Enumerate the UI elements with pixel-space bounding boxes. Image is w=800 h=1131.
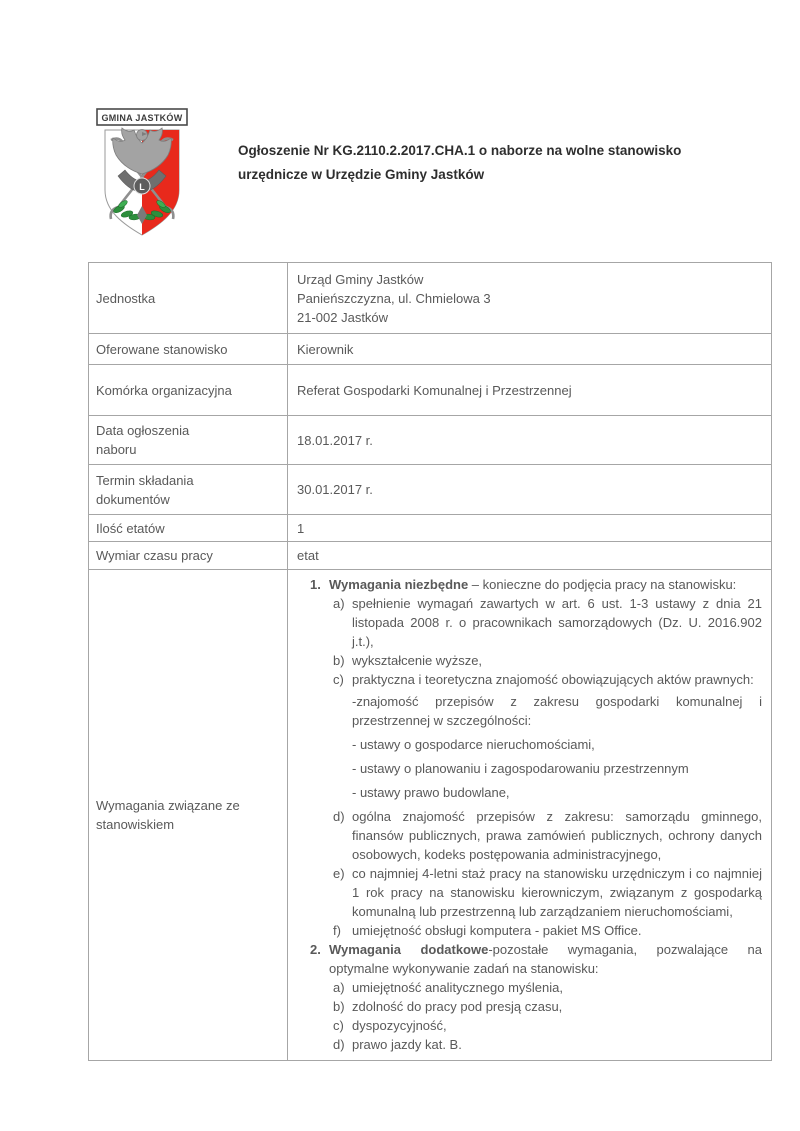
- row-label-wymiar: Wymiar czasu pracy: [89, 542, 288, 570]
- section2-number: 2.: [310, 942, 321, 957]
- row-label-jednostka: Jednostka: [89, 263, 288, 334]
- row-value-komorka: Referat Gospodarki Komunalnej i Przestrzennej: [288, 365, 772, 416]
- req1-item-b: [296, 651, 762, 670]
- req1-e-marker: e): [333, 866, 345, 881]
- req1-c-sub1: -znajomość przepisów z zakresu gospodarki komunalnej i przestrzennej w szczególności:: [352, 694, 762, 728]
- req1-b-marker: b): [333, 653, 345, 668]
- req2-d-marker: d): [333, 1037, 345, 1052]
- row-value-wymagania: [288, 570, 772, 1061]
- req1-item-a: [296, 594, 762, 651]
- jednostka-line1: Urząd Gminy Jastków: [297, 271, 424, 287]
- crest-graphic: [92, 108, 192, 240]
- row-label-etaty: Ilość etatów: [89, 515, 288, 542]
- req1-c-sub4: - ustawy prawo budowlane,: [352, 785, 510, 800]
- req1-item-c: [296, 670, 762, 689]
- row-label-komorka: Komórka organizacyjna: [89, 365, 288, 416]
- req2-item-b: [296, 997, 762, 1016]
- req2-b-marker: b): [333, 999, 345, 1014]
- termin-label-text: Termin składania dokumentów: [96, 472, 194, 507]
- crest-banner-text: GMINA JASTKÓW: [101, 113, 183, 123]
- table-row-etaty: [89, 515, 772, 542]
- section2-heading: [329, 940, 762, 978]
- req1-d-marker: d): [333, 809, 345, 824]
- req1-f-marker: f): [333, 923, 341, 938]
- req1-a-text: spełnienie wymagań zawartych w art. 6 ust. 1-3 ustawy z dnia 21 listopada 2008 r. o pracownikach samorządowych (Dz. U. 2016.902 j.t.),: [352, 596, 762, 649]
- req1-c-sub2: - ustawy o gospodarce nieruchomościami,: [352, 737, 595, 752]
- table-row-wymiar: [89, 542, 772, 570]
- req1-item-d: [296, 807, 762, 864]
- req1-f-text: umiejętność obsługi komputera - pakiet MS Office.: [352, 923, 642, 938]
- req1-a-marker: a): [333, 596, 345, 611]
- req2-item-a: [296, 978, 762, 997]
- req2-c-marker: c): [333, 1018, 344, 1033]
- table-row-data-ogloszenia: [89, 416, 772, 465]
- section1-heading: [329, 575, 762, 594]
- crest-letter: L: [139, 182, 145, 192]
- row-label-stanowisko: Oferowane stanowisko: [89, 334, 288, 365]
- row-label-wymagania: Wymagania związane ze stanowiskiem: [89, 570, 288, 1061]
- section1-heading-rest: – konieczne do podjęcia pracy na stanowisku:: [468, 577, 737, 592]
- requirements-section-2: [296, 940, 762, 978]
- row-value-etaty: 1: [288, 515, 772, 542]
- row-value-stanowisko: Kierownik: [288, 334, 772, 365]
- req2-c-text: dyspozycyjność,: [352, 1018, 447, 1033]
- gmina-jastkow-crest: [92, 108, 192, 240]
- req1-e-text: co najmniej 4-letni staż pracy na stanowisku urzędniczym i co najmniej 1 rok pracy na stanowisku kierowniczym, związanym z gospodarką komunalną lub przestrzenną lub zarządzaniem nieruchomościami,: [352, 866, 762, 919]
- row-value-wymiar: etat: [288, 542, 772, 570]
- req1-item-e: [296, 864, 762, 921]
- req2-d-text: prawo jazdy kat. B.: [352, 1037, 462, 1052]
- section1-title: Wymagania niezbędne: [329, 577, 469, 592]
- table-row-wymagania: [89, 570, 772, 1061]
- req1-d-text: ogólna znajomość przepisów z zakresu: samorządu gminnego, finansów publicznych, prawa zamówień publicznych, ochrony danych osobowych, kodeks postępowania administracyjnego,: [352, 809, 762, 862]
- req2-item-c: [296, 1016, 762, 1035]
- table-row-termin: [89, 465, 772, 515]
- jednostka-line3: 21-002 Jastków: [297, 309, 389, 325]
- req1-item-f: [296, 921, 762, 940]
- row-value-jednostka: [288, 263, 772, 334]
- req1-b-text: wykształcenie wyższe,: [352, 653, 483, 668]
- req2-a-marker: a): [333, 980, 345, 995]
- req2-item-d: [296, 1035, 762, 1054]
- row-value-data-ogloszenia: 18.01.2017 r.: [288, 416, 772, 465]
- row-label-data-ogloszenia: [89, 416, 288, 465]
- req2-b-text: zdolność do pracy pod presją czasu,: [352, 999, 563, 1014]
- section2-title: Wymagania dodatkowe: [329, 942, 489, 957]
- page-title: Ogłoszenie Nr KG.2110.2.2017.CHA.1 o naborze na wolne stanowisko urzędnicze w Urzędzie Gminy Jastków: [238, 143, 682, 182]
- req1-c-text: praktyczna i teoretyczna znajomość obowiązujących aktów prawnych:: [352, 672, 754, 687]
- table-row-stanowisko: [89, 334, 772, 365]
- row-value-termin: 30.01.2017 r.: [288, 465, 772, 515]
- req2-a-text: umiejętność analitycznego myślenia,: [352, 980, 563, 995]
- section2-heading-rest: -pozostałe wymagania, pozwalające na optymalne wykonywanie zadań na stanowisku:: [329, 942, 763, 976]
- data-ogloszenia-label-text: Data ogłoszenia naboru: [96, 423, 190, 457]
- section1-number: 1.: [310, 577, 321, 592]
- row-label-termin: [89, 465, 288, 515]
- announcement-table: [88, 262, 772, 1061]
- req1-c-marker: c): [333, 672, 344, 687]
- requirements-section-1: [296, 575, 762, 594]
- table-row-komorka: [89, 365, 772, 416]
- jednostka-line2: Panieńszczyzna, ul. Chmielowa 3: [297, 290, 491, 306]
- req1-c-sub3: - ustawy o planowaniu i zagospodarowaniu przestrzennym: [352, 761, 689, 776]
- table-row-jednostka: [89, 263, 772, 334]
